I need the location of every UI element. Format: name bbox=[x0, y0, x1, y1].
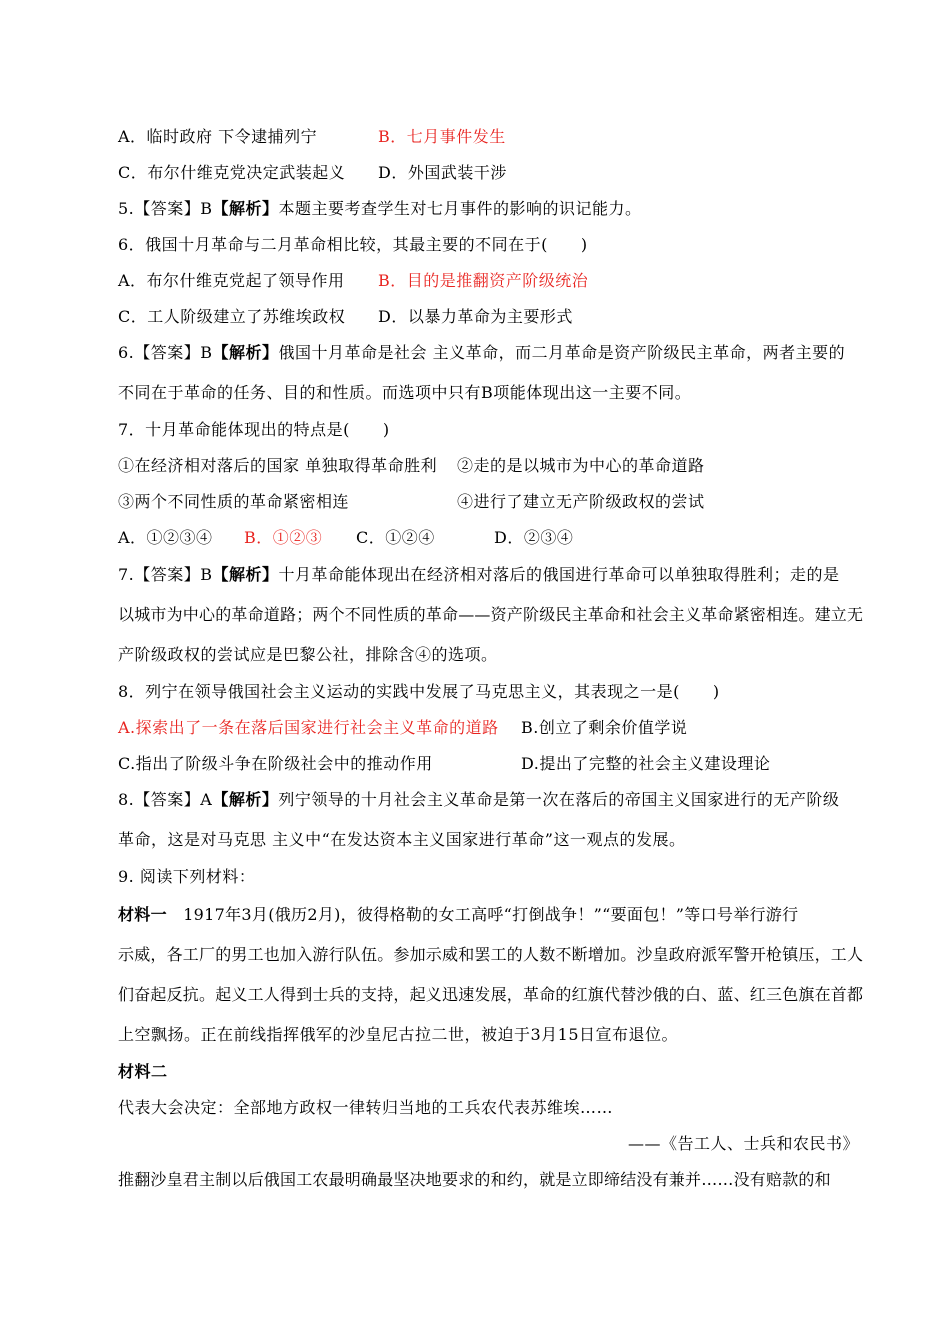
q5-option-b: B．七月事件发生 bbox=[378, 127, 506, 146]
q7-answer-text1: 十月革命能体现出在经济相对落后的俄国进行革命可以单独取得胜利；走的是 bbox=[278, 565, 840, 584]
q7-item-4: ④进行了建立无产阶级政权的尝试 bbox=[457, 492, 705, 511]
q9-material1-text1: 1917年3月(俄历2月)，彼得格勒的女工高呼“打倒战争！”“要面包！”等口号举行游行 bbox=[166, 905, 799, 924]
q7-item-1: ①在经济相对落后的国家 单独取得革命胜利 bbox=[118, 456, 438, 475]
q7-option-b: B．①②③ bbox=[244, 528, 323, 547]
q6-answer-text1: 俄国十月革命是社会 主义革命，而二月革命是资产阶级民主革命，两者主要的 bbox=[278, 343, 846, 362]
q9-material1-line3: 们奋起反抗。起义工人得到士兵的支持，起义迅速发展，革命的红旗代替沙俄的白、蓝、红三色旗在首都 bbox=[118, 985, 864, 1004]
q7-answer-line3: 产阶级政权的尝试应是巴黎公社，排除含④的选项。 bbox=[118, 645, 498, 664]
q9-material1-line2: 示威，各工厂的男工也加入游行队伍。参加示威和罢工的人数不断增加。沙皇政府派军警开枪镇压，工人 bbox=[118, 945, 864, 964]
q7-answer-tag: 【解析】 bbox=[212, 565, 279, 584]
q7-stem: 7．十月革命能体现出的特点是( ) bbox=[118, 420, 390, 439]
q8-stem: 8．列宁在领导俄国社会主义运动的实践中发展了马克思主义，其表现之一是( ) bbox=[118, 682, 720, 701]
q9-material1-line1 bbox=[118, 905, 798, 925]
q8-answer-tag: 【解析】 bbox=[212, 790, 279, 809]
q9-material1-label: 材料一 bbox=[118, 905, 167, 924]
q9-material2-label: 材料二 bbox=[118, 1062, 168, 1081]
q8-answer-line1 bbox=[118, 790, 839, 810]
q7-option-d: D．②③④ bbox=[494, 528, 574, 547]
q6-answer-line1 bbox=[118, 343, 845, 363]
q9-material1-line4: 上空飘扬。正在前线指挥俄军的沙皇尼古拉二世，被迫于3月15日宣布退位。 bbox=[118, 1025, 679, 1044]
q9-material2-line2: 推翻沙皇君主制以后俄国工农最明确最坚决地要求的和约，就是立即缔结没有兼并……没有赔款的和 bbox=[118, 1170, 831, 1189]
q7-item-2: ②走的是以城市为中心的革命道路 bbox=[457, 456, 705, 475]
q8-option-d: D.提出了完整的社会主义建设理论 bbox=[521, 754, 771, 773]
q5-option-d: D．外国武装干涉 bbox=[378, 163, 507, 182]
q5-answer-prefix: 5.【答案】B bbox=[118, 199, 213, 218]
q8-answer-line2: 革命，这是对马克思 主义中“在发达资本主义国家进行革命”这一观点的发展。 bbox=[118, 830, 686, 849]
q7-answer-prefix: 7.【答案】B bbox=[118, 565, 213, 584]
q6-stem: 6．俄国十月革命与二月革命相比较，其最主要的不同在于( ) bbox=[118, 235, 588, 254]
q8-answer-text1: 列宁领导的十月社会主义革命是第一次在落后的帝国主义国家进行的无产阶级 bbox=[278, 790, 840, 809]
q9-stem: 9. 阅读下列材料： bbox=[118, 867, 256, 886]
q6-option-c: C．工人阶级建立了苏维埃政权 bbox=[118, 307, 346, 326]
q8-answer-prefix: 8.【答案】A bbox=[118, 790, 213, 809]
q7-answer-line2: 以城市为中心的革命道路；两个不同性质的革命——资产阶级民主革命和社会主义革命紧密相连。建立无 bbox=[118, 605, 864, 624]
q9-material2-source: ——《告工人、士兵和农民书》 bbox=[628, 1134, 860, 1153]
q8-option-a: A.探索出了一条在落后国家进行社会主义革命的道路 bbox=[118, 718, 499, 737]
q5-option-c: C．布尔什维克党决定武装起义 bbox=[118, 163, 346, 182]
q6-answer-prefix: 6.【答案】B bbox=[118, 343, 213, 362]
q5-answer bbox=[118, 199, 642, 219]
q7-item-3: ③两个不同性质的革命紧密相连 bbox=[118, 492, 350, 511]
q5-option-a: A．临时政府 下令逮捕列宁 bbox=[118, 127, 318, 146]
q7-option-c: C．①②④ bbox=[356, 528, 435, 547]
q6-answer-line2: 不同在于革命的任务、目的和性质。而选项中只有B项能体现出这一主要不同。 bbox=[118, 383, 692, 402]
q8-option-b: B.创立了剩余价值学说 bbox=[521, 718, 688, 737]
q8-option-c: C.指出了阶级斗争在阶级社会中的推动作用 bbox=[118, 754, 433, 773]
q6-answer-tag: 【解析】 bbox=[212, 343, 279, 362]
q5-answer-tag: 【解析】 bbox=[212, 199, 279, 218]
q7-option-a: A．①②③④ bbox=[118, 528, 213, 547]
q5-answer-text: 本题主要考查学生对七月事件的影响的识记能力。 bbox=[278, 199, 642, 218]
q6-option-b: B．目的是推翻资产阶级统治 bbox=[378, 271, 589, 290]
q6-option-d: D．以暴力革命为主要形式 bbox=[378, 307, 573, 326]
q9-material2-line1: 代表大会决定：全部地方政权一律转归当地的工兵农代表苏维埃…… bbox=[118, 1098, 614, 1117]
q7-answer-line1 bbox=[118, 565, 840, 585]
q6-option-a: A．布尔什维克党起了领导作用 bbox=[118, 271, 345, 290]
